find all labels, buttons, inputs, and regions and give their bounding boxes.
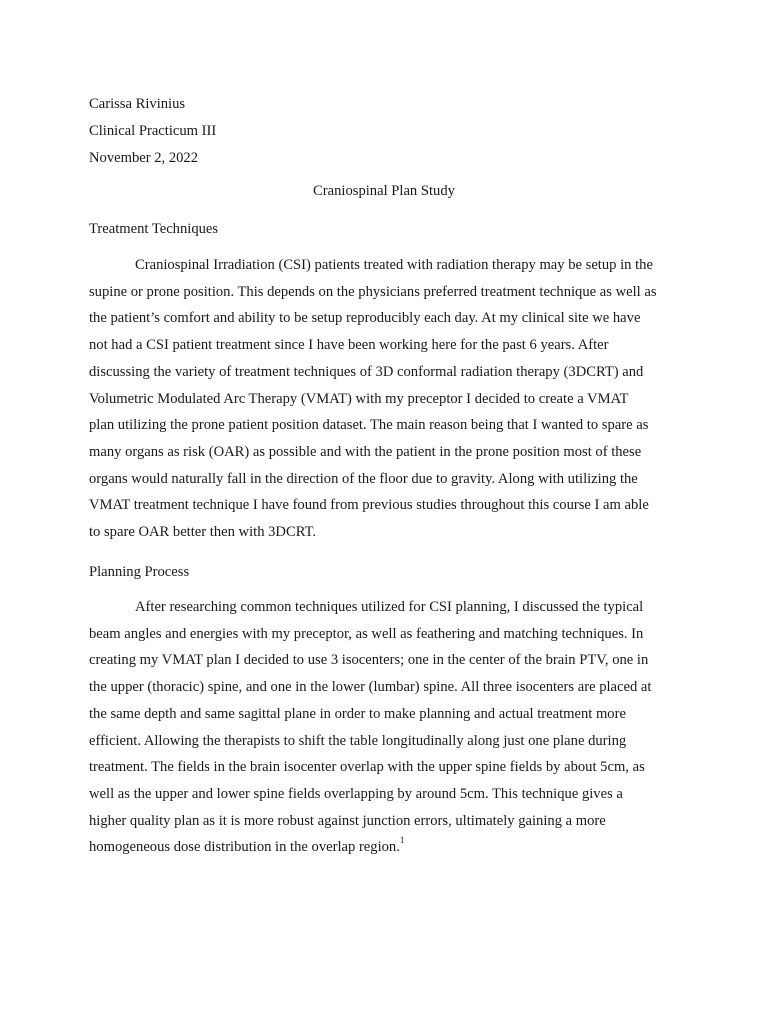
author-name: Carissa Rivinius [89, 96, 186, 112]
paragraph-line: beam angles and energies with my preceptor, as well as feathering and matching techniques. In [89, 625, 644, 642]
paragraph-planning-process [89, 594, 679, 861]
paragraph-line: Volumetric Modulated Arc Therapy (VMAT) with my preceptor I decided to create a VMAT [89, 390, 629, 407]
paragraph-line: supine or prone position. This depends on the physicians preferred treatment technique as well as [89, 283, 657, 300]
paragraph-line: Craniospinal Irradiation (CSI) patients treated with radiation therapy may be setup in the [135, 257, 653, 273]
section-heading-planning-process: Planning Process [89, 564, 190, 580]
paragraph-line: creating my VMAT plan I decided to use 3 isocenters; one in the center of the brain PTV, one in [89, 652, 649, 669]
paragraph-treatment-techniques [89, 252, 679, 546]
paragraph-line: well as the upper and lower spine fields overlapping by around 5cm. This technique gives a [89, 785, 623, 802]
paragraph-line: not had a CSI patient treatment since I have been working here for the past 6 years. After [89, 337, 609, 354]
paragraph-line-last [89, 834, 679, 861]
course-name: Clinical Practicum III [89, 123, 217, 139]
section-heading-treatment-techniques: Treatment Techniques [89, 221, 219, 237]
paragraph-line: the patient’s comfort and ability to be setup reproducibly each day. At my clinical site we have [89, 310, 641, 327]
paragraph-line: organs would naturally fall in the direction of the floor due to gravity. Along with utilizing the [89, 470, 638, 487]
footnote-marker: 1 [399, 835, 405, 846]
paragraph-line: many organs as risk (OAR) as possible and with the patient in the prone position most of these [89, 443, 642, 460]
paragraph-line: VMAT treatment technique I have found from previous studies throughout this course I am able [89, 497, 649, 514]
paragraph-line: After researching common techniques utilized for CSI planning, I discussed the typical [135, 599, 644, 615]
paragraph-line: higher quality plan as it is more robust against junction errors, ultimately gaining a more [89, 812, 606, 829]
paragraph-line: to spare OAR better then with 3DCRT. [89, 524, 317, 541]
paragraph-line: plan utilizing the prone patient position dataset. The main reason being that I wanted to spare as [89, 417, 649, 434]
document-date: November 2, 2022 [89, 150, 199, 166]
paragraph-line: discussing the variety of treatment techniques of 3D conformal radiation therapy (3DCRT) and [89, 363, 644, 380]
document-title: Craniospinal Plan Study [313, 183, 455, 199]
paragraph-line: the upper (thoracic) spine, and one in the lower (lumbar) spine. All three isocenters are placed at [89, 679, 652, 696]
paragraph-line: efficient. Allowing the therapists to shift the table longitudinally along just one plane during [89, 732, 627, 749]
paragraph-line: the same depth and same sagittal plane in order to make planning and actual treatment more [89, 705, 626, 722]
paragraph-line: treatment. The fields in the brain isocenter overlap with the upper spine fields by about 5cm, as [89, 759, 645, 776]
paragraph-line-text: homogeneous dose distribution in the overlap region. [89, 839, 400, 856]
